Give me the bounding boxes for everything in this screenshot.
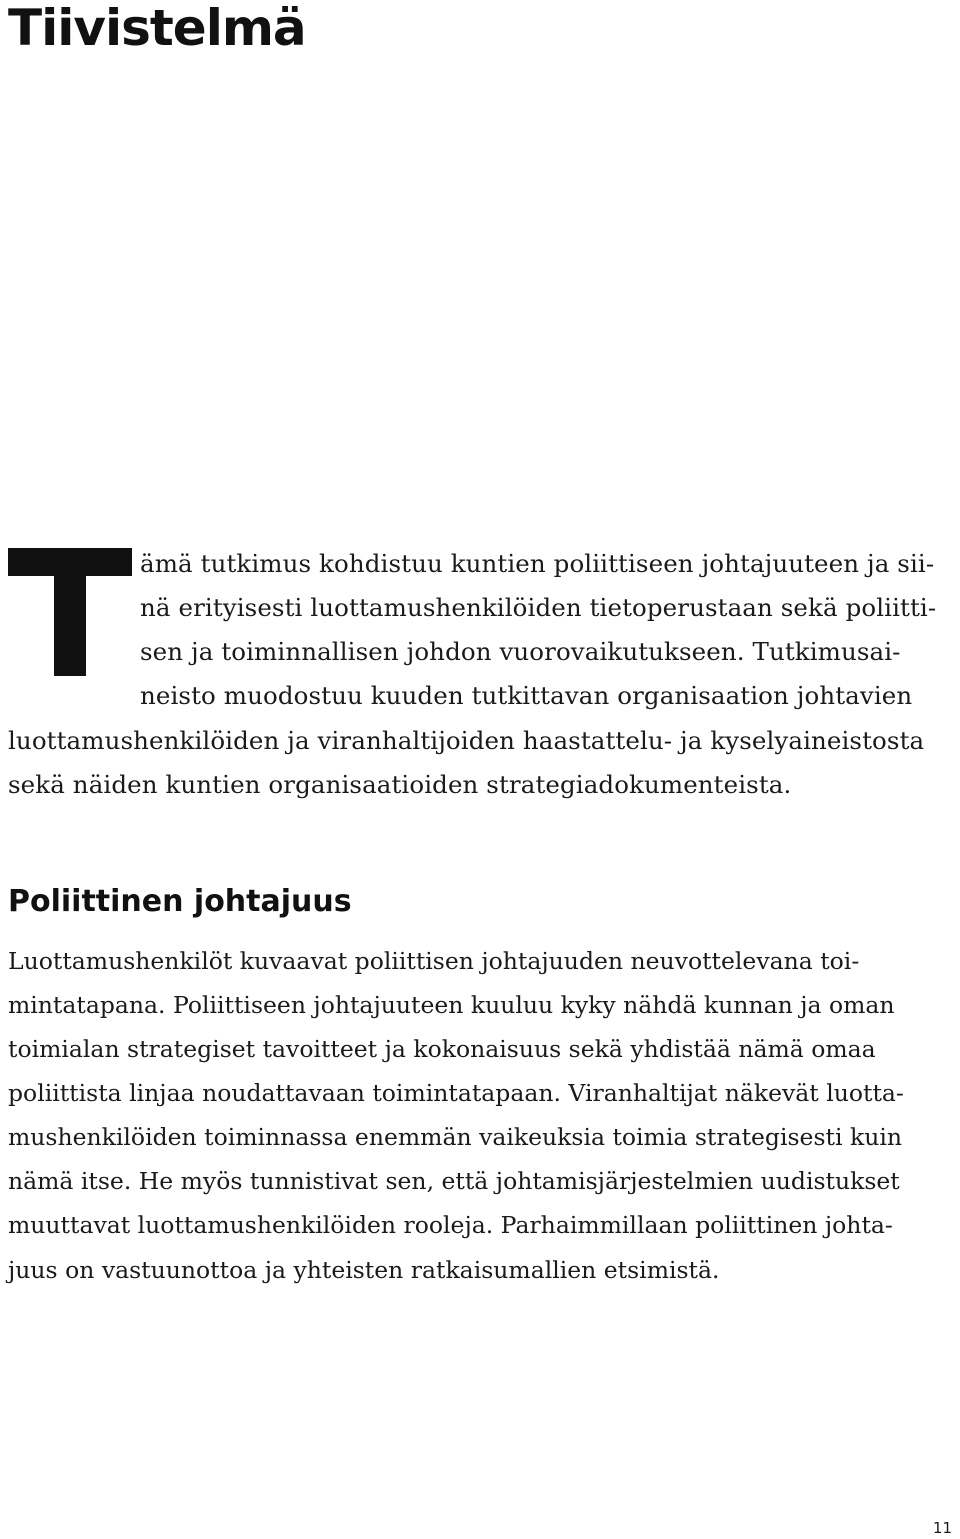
section-heading: Poliittinen johtajuus — [8, 884, 352, 919]
intro-line: ämä tutkimus kohdistuu kuntien poliittiseen johtajuuteen ja sii- — [140, 549, 935, 578]
intro-line: nä erityisesti luottamushenkilöiden tietoperustaan sekä poliitti- — [140, 593, 937, 622]
body-line: Luottamushenkilöt kuvaavat poliittisen johtajuuden neuvottelevana toi- — [8, 947, 860, 975]
drop-cap-bar-vertical — [54, 548, 86, 676]
body-line: mintatapana. Poliittiseen johtajuuteen kuuluu kyky nähdä kunnan ja oman — [8, 991, 895, 1019]
body-line: poliittista linjaa noudattavaan toimintatapaan. Viranhaltijat näkevät luotta- — [8, 1079, 904, 1107]
page-title: Tiivistelmä — [8, 0, 306, 57]
page-number: 11 — [932, 1519, 952, 1537]
intro-line: sekä näiden kuntien organisaatioiden strategiadokumenteista. — [8, 770, 792, 799]
intro-line: neisto muodostuu kuuden tutkittavan organisaation johtavien — [140, 681, 913, 710]
intro-line: luottamushenkilöiden ja viranhaltijoiden haastattelu- ja kyselyaineistosta — [8, 726, 925, 755]
body-line: juus on vastuunottoa ja yhteisten ratkaisumallien etsimistä. — [8, 1256, 720, 1284]
body-line: mushenkilöiden toiminnassa enemmän vaikeuksia toimia strategisesti kuin — [8, 1123, 902, 1151]
body-line: nämä itse. He myös tunnistivat sen, että johtamisjärjestelmien uudistukset — [8, 1167, 900, 1195]
intro-line: sen ja toiminnallisen johdon vuorovaikutukseen. Tutkimusai- — [140, 637, 901, 666]
body-line: toimialan strategiset tavoitteet ja kokonaisuus sekä yhdistää nämä omaa — [8, 1035, 876, 1063]
body-line: muuttavat luottamushenkilöiden rooleja. Parhaimmillaan poliittinen johta- — [8, 1211, 893, 1239]
drop-cap-letter — [8, 548, 132, 676]
